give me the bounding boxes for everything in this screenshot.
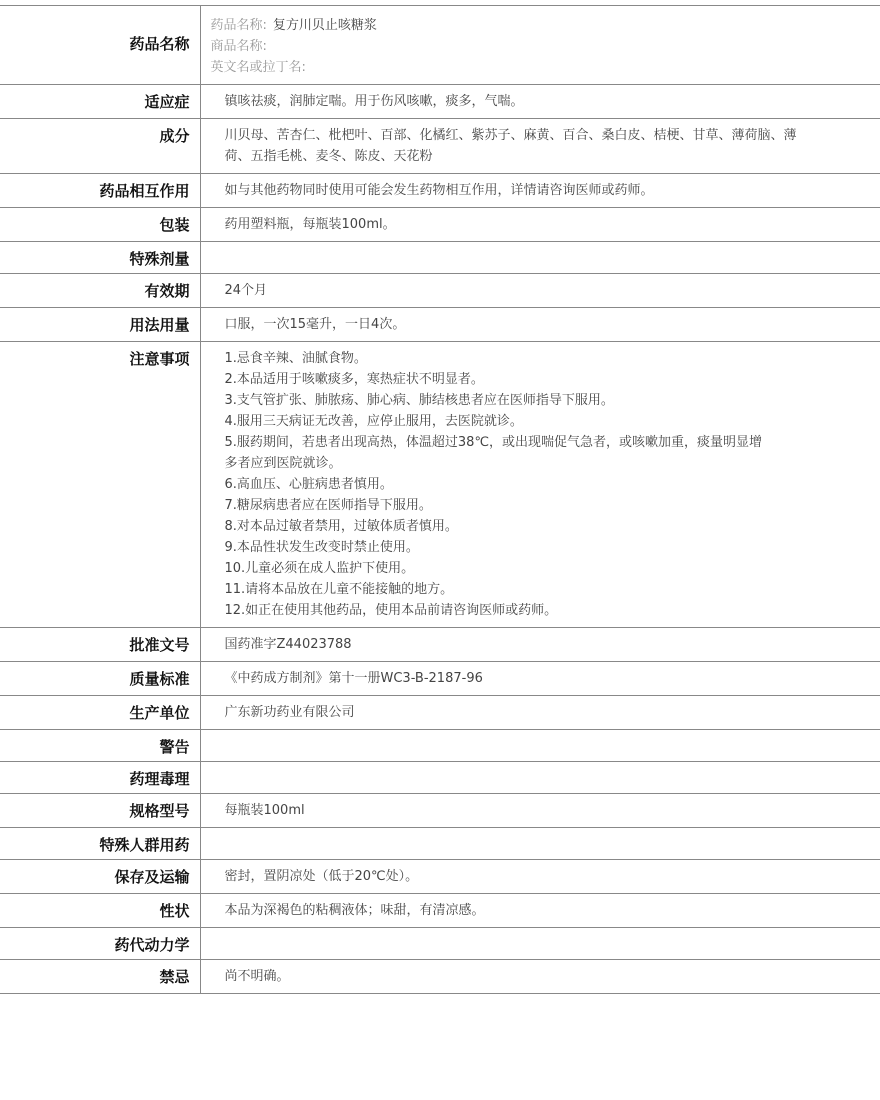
value-character: 本品为深褐色的粘稠液体；味甜，有清凉感。	[200, 894, 880, 928]
note-item: 11.请将本品放在儿童不能接触的地方。	[224, 582, 454, 597]
row-package	[0, 208, 880, 242]
label-pharmacokinetics: 药代动力学	[0, 928, 200, 960]
value-name	[200, 6, 880, 85]
note-item: 8.对本品过敏者禁用，过敏体质者慎用。	[224, 519, 458, 534]
label-notes: 注意事项	[0, 342, 200, 628]
label-validity: 有效期	[0, 274, 200, 308]
trade-name-label: 商品名称:	[210, 39, 267, 54]
label-special-groups: 特殊人群用药	[0, 828, 200, 860]
value-package: 药用塑料瓶，每瓶装100ml。	[200, 208, 880, 242]
row-name	[0, 6, 880, 85]
label-indication: 适应症	[0, 85, 200, 119]
row-special-dose	[0, 242, 880, 274]
note-item: 9.本品性状发生改变时禁止使用。	[224, 540, 419, 555]
value-contraindication: 尚不明确。	[200, 960, 880, 994]
label-usage: 用法用量	[0, 308, 200, 342]
value-special-groups	[200, 828, 880, 860]
row-warning	[0, 730, 880, 762]
ingredients-text: 川贝母、苦杏仁、枇杷叶、百部、化橘红、紫苏子、麻黄、百合、桑白皮、桔梗、甘草、薄荷脑、薄荷、五指毛桃、麦冬、陈皮、天花粉	[224, 128, 797, 164]
value-toxicology	[200, 762, 880, 794]
value-ingredients	[200, 119, 880, 174]
label-spec: 规格型号	[0, 794, 200, 828]
label-ingredients: 成分	[0, 119, 200, 174]
value-approval: 国药准字Z44023788	[200, 628, 880, 662]
label-manufacturer: 生产单位	[0, 696, 200, 730]
note-item: 4.服用三天病证无改善，应停止服用，去医院就诊。	[224, 414, 523, 429]
note-item: 1.忌食辛辣、油腻食物。	[224, 351, 367, 366]
row-validity	[0, 274, 880, 308]
label-standard: 质量标准	[0, 662, 200, 696]
label-package: 包装	[0, 208, 200, 242]
drug-name-line	[211, 15, 871, 36]
row-approval	[0, 628, 880, 662]
row-contraindication	[0, 960, 880, 994]
row-spec	[0, 794, 880, 828]
notes-list	[225, 348, 815, 621]
row-manufacturer	[0, 696, 880, 730]
row-standard	[0, 662, 880, 696]
drug-spec-sheet	[0, 5, 880, 994]
label-toxicology: 药理毒理	[0, 762, 200, 794]
row-notes	[0, 342, 880, 628]
label-special-dose: 特殊剂量	[0, 242, 200, 274]
label-contraindication: 禁忌	[0, 960, 200, 994]
drug-name-value: 复方川贝止咳糖浆	[272, 18, 377, 33]
value-interaction: 如与其他药物同时使用可能会发生药物相互作用，详情请咨询医师或药师。	[200, 174, 880, 208]
value-usage: 口服，一次15毫升，一日4次。	[200, 308, 880, 342]
note-item: 3.支气管扩张、肺脓疡、肺心病、肺结核患者应在医师指导下服用。	[224, 393, 614, 408]
note-item: 10.儿童必须在成人监护下使用。	[224, 561, 415, 576]
row-ingredients	[0, 119, 880, 174]
label-storage: 保存及运输	[0, 860, 200, 894]
row-pharmacokinetics	[0, 928, 880, 960]
row-storage	[0, 860, 880, 894]
note-item: 6.高血压、心脏病患者慎用。	[224, 477, 393, 492]
value-warning	[200, 730, 880, 762]
english-name-label: 英文名或拉丁名:	[210, 60, 306, 75]
drug-spec-table	[0, 5, 880, 994]
value-pharmacokinetics	[200, 928, 880, 960]
row-toxicology	[0, 762, 880, 794]
row-indication	[0, 85, 880, 119]
label-name: 药品名称	[0, 6, 200, 85]
note-item: 12.如正在使用其他药品，使用本品前请咨询医师或药师。	[224, 603, 558, 618]
value-notes	[200, 342, 880, 628]
label-character: 性状	[0, 894, 200, 928]
value-manufacturer: 广东新功药业有限公司	[200, 696, 880, 730]
row-special-groups	[0, 828, 880, 860]
value-spec: 每瓶装100ml	[200, 794, 880, 828]
label-approval: 批准文号	[0, 628, 200, 662]
value-indication: 镇咳祛痰，润肺定喘。用于伤风咳嗽，痰多，气喘。	[200, 85, 880, 119]
row-usage	[0, 308, 880, 342]
value-storage: 密封，置阴凉处（低于20℃处）。	[200, 860, 880, 894]
note-item: 7.糖尿病患者应在医师指导下服用。	[224, 498, 432, 513]
row-interaction	[0, 174, 880, 208]
value-validity: 24个月	[200, 274, 880, 308]
note-item: 5.服药期间，若患者出现高热，体温超过38℃，或出现喘促气急者，或咳嗽加重，痰量明显增多者应到医院就诊。	[224, 435, 763, 471]
drug-name-label: 药品名称:	[210, 18, 267, 33]
label-interaction: 药品相互作用	[0, 174, 200, 208]
value-standard: 《中药成方制剂》第十一册WC3-B-2187-96	[200, 662, 880, 696]
value-special-dose	[200, 242, 880, 274]
row-character	[0, 894, 880, 928]
label-warning: 警告	[0, 730, 200, 762]
note-item: 2.本品适用于咳嗽痰多，寒热症状不明显者。	[224, 372, 484, 387]
